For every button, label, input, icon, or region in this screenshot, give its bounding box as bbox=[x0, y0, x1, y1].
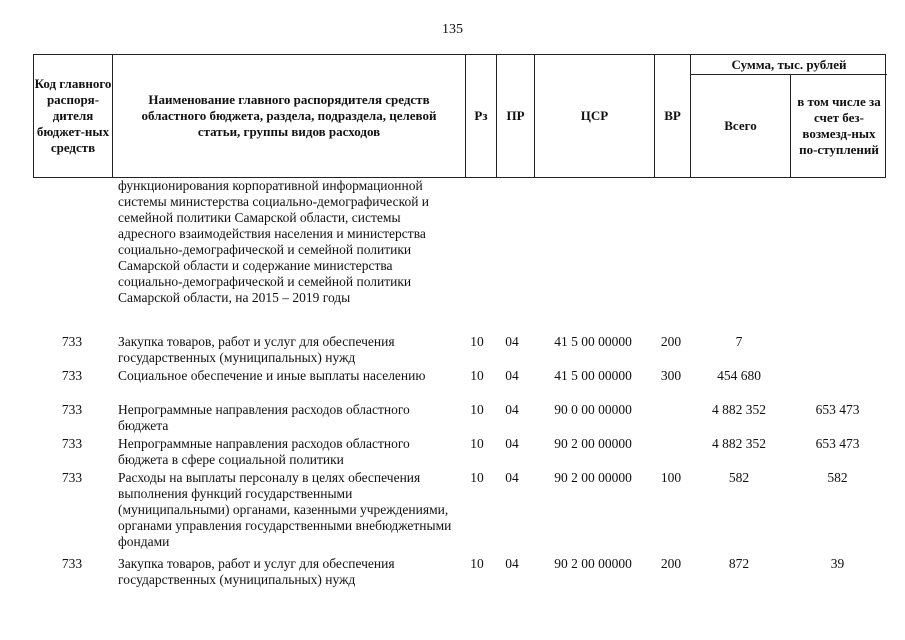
cell-free: 582 bbox=[827, 470, 848, 485]
cell-rz: 10 bbox=[470, 436, 484, 451]
cell-pr: 04 bbox=[505, 368, 519, 383]
cell-total: 872 bbox=[728, 556, 750, 571]
header-vr: ВР bbox=[654, 55, 690, 177]
cell-vr: 300 bbox=[660, 368, 682, 383]
header-rz: Рз bbox=[465, 55, 496, 177]
cell-pr: 04 bbox=[505, 402, 519, 417]
cell-pr: 04 bbox=[505, 470, 519, 485]
header-incl-free: в том числе за счет без-возмезд-ных по-ступлений bbox=[790, 75, 887, 177]
cell-code: 733 bbox=[61, 556, 83, 571]
cell-csr: 90 2 00 00000 bbox=[554, 556, 632, 571]
cell-csr: 41 5 00 00000 bbox=[554, 368, 632, 383]
table-header bbox=[33, 54, 886, 178]
cell-vr: 200 bbox=[660, 556, 682, 571]
cell-csr: 90 2 00 00000 bbox=[554, 470, 632, 485]
cell-name: Непрограммные направления расходов областного бюджета в сфере социальной политики bbox=[118, 436, 410, 467]
header-sum: Сумма, тыс. рублей bbox=[690, 55, 887, 75]
cell-name: Непрограммные направления расходов областного бюджета bbox=[118, 402, 410, 433]
cell-name: Социальное обеспечение и иные выплаты населению bbox=[118, 368, 426, 383]
header-pr: ПР bbox=[496, 55, 534, 177]
cell-rz: 10 bbox=[470, 368, 484, 383]
header-csr: ЦСР bbox=[534, 55, 654, 177]
cell-code: 733 bbox=[61, 436, 83, 451]
cell-name: Закупка товаров, работ и услуг для обеспечения государственных (муниципальных) нужд bbox=[118, 556, 395, 587]
cell-code: 733 bbox=[61, 334, 83, 349]
cell-total: 4 882 352 bbox=[712, 402, 766, 417]
cell-code: 733 bbox=[61, 368, 83, 383]
cell-free: 653 473 bbox=[815, 436, 860, 451]
cell-pr: 04 bbox=[505, 334, 519, 349]
cell-csr: 90 2 00 00000 bbox=[554, 436, 632, 451]
cell-free: 653 473 bbox=[815, 402, 860, 417]
cell-code: 733 bbox=[61, 402, 83, 417]
cell-free: 39 bbox=[830, 556, 845, 571]
cell-name: Расходы на выплаты персоналу в целях обеспечения выполнения функций государственными (муниципальными) органами, казенными учреждениями, органами управления государственными внебюджетными фондами bbox=[118, 470, 452, 549]
cell-rz: 10 bbox=[470, 556, 484, 571]
cell-total: 4 882 352 bbox=[712, 436, 766, 451]
cell-total: 7 bbox=[735, 334, 743, 349]
cell-total: 454 680 bbox=[717, 368, 761, 383]
cell-vr: 100 bbox=[660, 470, 682, 485]
cell-vr: 200 bbox=[660, 334, 682, 349]
cell-pr: 04 bbox=[505, 436, 519, 451]
cell-rz: 10 bbox=[470, 470, 484, 485]
header-total: Всего bbox=[690, 75, 790, 177]
cell-name: функционирования корпоративной информационной системы министерства социально-демографической и семейной политики Самарской области, системы адресного взаимодействия населения и министерства социально-демографической и семейной политики Самарской области и содержание министерства социально-демографической и семейной политики Самарской области, на 2015 – 2019 годы bbox=[118, 178, 430, 305]
cell-csr: 41 5 00 00000 bbox=[554, 334, 632, 349]
header-code: Код главного распоря-дителя бюджет-ных средств bbox=[34, 76, 112, 155]
header-name: Наименование главного распорядителя средств областного бюджета, раздела, подраздела, целевой статьи, группы видов расходов bbox=[112, 55, 465, 177]
cell-pr: 04 bbox=[505, 556, 519, 571]
cell-rz: 10 bbox=[470, 334, 484, 349]
page-number: 135 bbox=[442, 22, 463, 37]
cell-name: Закупка товаров, работ и услуг для обеспечения государственных (муниципальных) нужд bbox=[118, 334, 395, 365]
cell-csr: 90 0 00 00000 bbox=[554, 402, 632, 417]
cell-rz: 10 bbox=[470, 402, 484, 417]
cell-code: 733 bbox=[61, 470, 83, 485]
cell-total: 582 bbox=[728, 470, 750, 485]
